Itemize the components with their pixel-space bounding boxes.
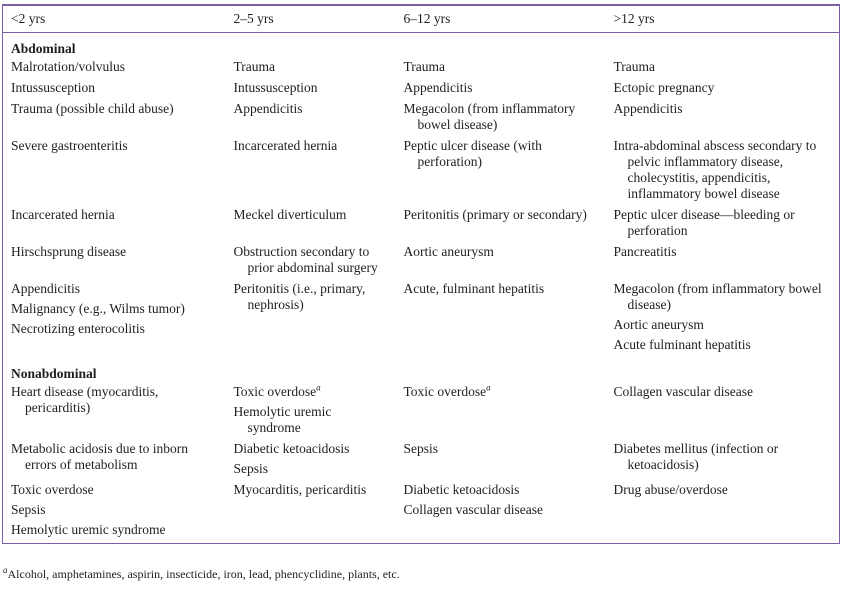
table-cell	[3, 59, 226, 80]
table-cell	[606, 80, 840, 101]
table-cell	[226, 482, 396, 544]
diagnosis-item: Collagen vascular disease	[613, 384, 753, 399]
diagnosis-item: Hemolytic uremic syndrome	[11, 522, 166, 537]
section-title: Abdominal	[11, 41, 76, 56]
table-cell	[396, 244, 606, 281]
table-cell	[396, 207, 606, 244]
footnote-marker: a	[3, 565, 8, 575]
table-cell	[3, 101, 226, 138]
diagnosis-item: Trauma	[613, 59, 656, 74]
table-cell	[3, 441, 226, 482]
diagnosis-item: Peritonitis (i.e., primary, nephrosis)	[233, 281, 366, 312]
table-row	[3, 441, 840, 482]
table-cell	[3, 80, 226, 101]
table-cell	[396, 138, 606, 207]
diagnosis-item: Trauma	[403, 59, 446, 74]
table-cell	[396, 384, 606, 441]
table-row	[3, 244, 840, 281]
table-row	[3, 384, 840, 441]
table-cell	[3, 482, 226, 544]
header-row	[3, 5, 840, 33]
table-cell	[606, 384, 840, 441]
table-row	[3, 207, 840, 244]
table-row	[3, 59, 840, 80]
diagnosis-item: Drug abuse/overdose	[613, 482, 728, 497]
column-header-2-5yrs: 2–5 yrs	[226, 5, 396, 33]
column-header-over-12yrs: >12 yrs	[606, 5, 840, 33]
diagnosis-item: Megacolon (from inflammatory bowel disease)	[403, 101, 576, 132]
diagnosis-item: Appendicitis	[11, 281, 80, 296]
table-cell	[396, 101, 606, 138]
footnote	[3, 567, 400, 582]
column-header-6-12yrs: 6–12 yrs	[396, 5, 606, 33]
diagnosis-item: Sepsis	[233, 461, 269, 476]
footnote-reference: a	[486, 382, 491, 393]
diagnosis-item: Aortic aneurysm	[613, 317, 704, 332]
diagnosis-item: Peptic ulcer disease (with perforation)	[403, 138, 542, 169]
diagnosis-item: Metabolic acidosis due to inborn errors of metabolism	[11, 441, 188, 472]
diagnosis-item: Intussusception	[11, 80, 95, 95]
footnote-reference: a	[316, 382, 321, 393]
diagnosis-item: Appendicitis	[613, 101, 683, 116]
diagnosis-item: Incarcerated hernia	[11, 207, 115, 222]
diagnosis-item: Hemolytic uremic syndrome	[233, 404, 332, 435]
table-cell	[396, 482, 606, 544]
table-cell	[226, 101, 396, 138]
table-cell	[226, 441, 396, 482]
diagnosis-item: Malrotation/volvulus	[11, 59, 125, 74]
table-cell	[3, 138, 226, 207]
diagnosis-item: Intra-abdominal abscess secondary to pelvic inflammatory disease, cholecystitis, appendicitis, inflammatory bowel disease	[613, 138, 817, 201]
diagnosis-item: Meckel diverticulum	[233, 207, 347, 222]
diagnosis-item: Trauma	[233, 59, 276, 74]
table-cell	[606, 281, 840, 358]
diagnosis-item: Peritonitis (primary or secondary)	[403, 207, 587, 222]
table-body	[3, 33, 840, 544]
table-row	[3, 281, 840, 358]
table-cell	[3, 281, 226, 358]
table-cell	[606, 482, 840, 544]
table-cell	[396, 59, 606, 80]
table-row	[3, 138, 840, 207]
diagnosis-item: Toxic overdose$^a$	[403, 382, 491, 399]
diagnosis-item: Necrotizing enterocolitis	[11, 321, 145, 336]
diagnosis-item: Appendicitis	[233, 101, 303, 116]
diagnosis-item: Aortic aneurysm	[403, 244, 494, 259]
table-row	[3, 80, 840, 101]
table-cell	[226, 384, 396, 441]
diagnosis-item: Diabetes mellitus (infection or ketoacidosis)	[613, 441, 779, 472]
table-cell	[396, 80, 606, 101]
diagnosis-item: Diabetic ketoacidosis	[233, 441, 350, 456]
diagnosis-item: Hirschsprung disease	[11, 244, 127, 259]
table-cell	[3, 207, 226, 244]
table-row	[3, 101, 840, 138]
diagnosis-item: Acute, fulminant hepatitis	[403, 281, 545, 296]
diagnosis-item: Appendicitis	[403, 80, 473, 95]
section-title: Nonabdominal	[11, 366, 97, 381]
table-cell	[606, 244, 840, 281]
column-header-under-2yrs: <2 yrs	[3, 5, 226, 33]
footnote-text: Alcohol, amphetamines, aspirin, insecticide, iron, lead, phencyclidine, plants, etc.	[7, 567, 400, 581]
table-row	[3, 482, 840, 544]
table-cell	[606, 441, 840, 482]
diagnosis-item: Trauma (possible child abuse)	[11, 101, 174, 116]
table-cell	[396, 441, 606, 482]
table-cell	[606, 138, 840, 207]
diagnosis-item: Toxic overdose$^a$	[233, 382, 321, 399]
table-cell	[606, 207, 840, 244]
table-cell	[226, 59, 396, 80]
diagnosis-item: Peptic ulcer disease—bleeding or perforation	[613, 207, 795, 238]
diagnosis-item: Pancreatitis	[613, 244, 677, 259]
table-cell	[226, 80, 396, 101]
table-cell	[606, 101, 840, 138]
diagnosis-item: Heart disease (myocarditis, pericarditis)	[11, 384, 159, 415]
differential-diagnosis-table	[2, 4, 840, 544]
section-row	[3, 33, 840, 60]
diagnosis-item: Incarcerated hernia	[233, 138, 338, 153]
diagnosis-item: Myocarditis, pericarditis	[233, 482, 367, 497]
diagnosis-item: Toxic overdose	[11, 482, 94, 497]
diagnosis-item: Obstruction secondary to prior abdominal surgery	[233, 244, 378, 275]
diagnosis-item: Intussusception	[233, 80, 318, 95]
diagnosis-item: Megacolon (from inflammatory bowel disease)	[613, 281, 822, 312]
table-cell	[396, 281, 606, 358]
diagnosis-item: Malignancy (e.g., Wilms tumor)	[11, 301, 185, 316]
table-cell	[606, 59, 840, 80]
diagnosis-item: Sepsis	[11, 502, 46, 517]
table-cell	[226, 138, 396, 207]
table-cell	[226, 207, 396, 244]
diagnosis-item: Sepsis	[403, 441, 439, 456]
table-cell	[3, 244, 226, 281]
table-header	[3, 5, 840, 33]
diagnosis-item: Diabetic ketoacidosis	[403, 482, 520, 497]
diagnosis-item: Severe gastroenteritis	[11, 138, 128, 153]
diagnosis-item: Acute fulminant hepatitis	[613, 337, 751, 352]
table-cell	[226, 244, 396, 281]
diagnosis-item: Collagen vascular disease	[403, 502, 543, 517]
diagnosis-item: Ectopic pregnancy	[613, 80, 715, 95]
table-cell	[226, 281, 396, 358]
table-cell	[3, 384, 226, 441]
section-row	[3, 358, 840, 384]
